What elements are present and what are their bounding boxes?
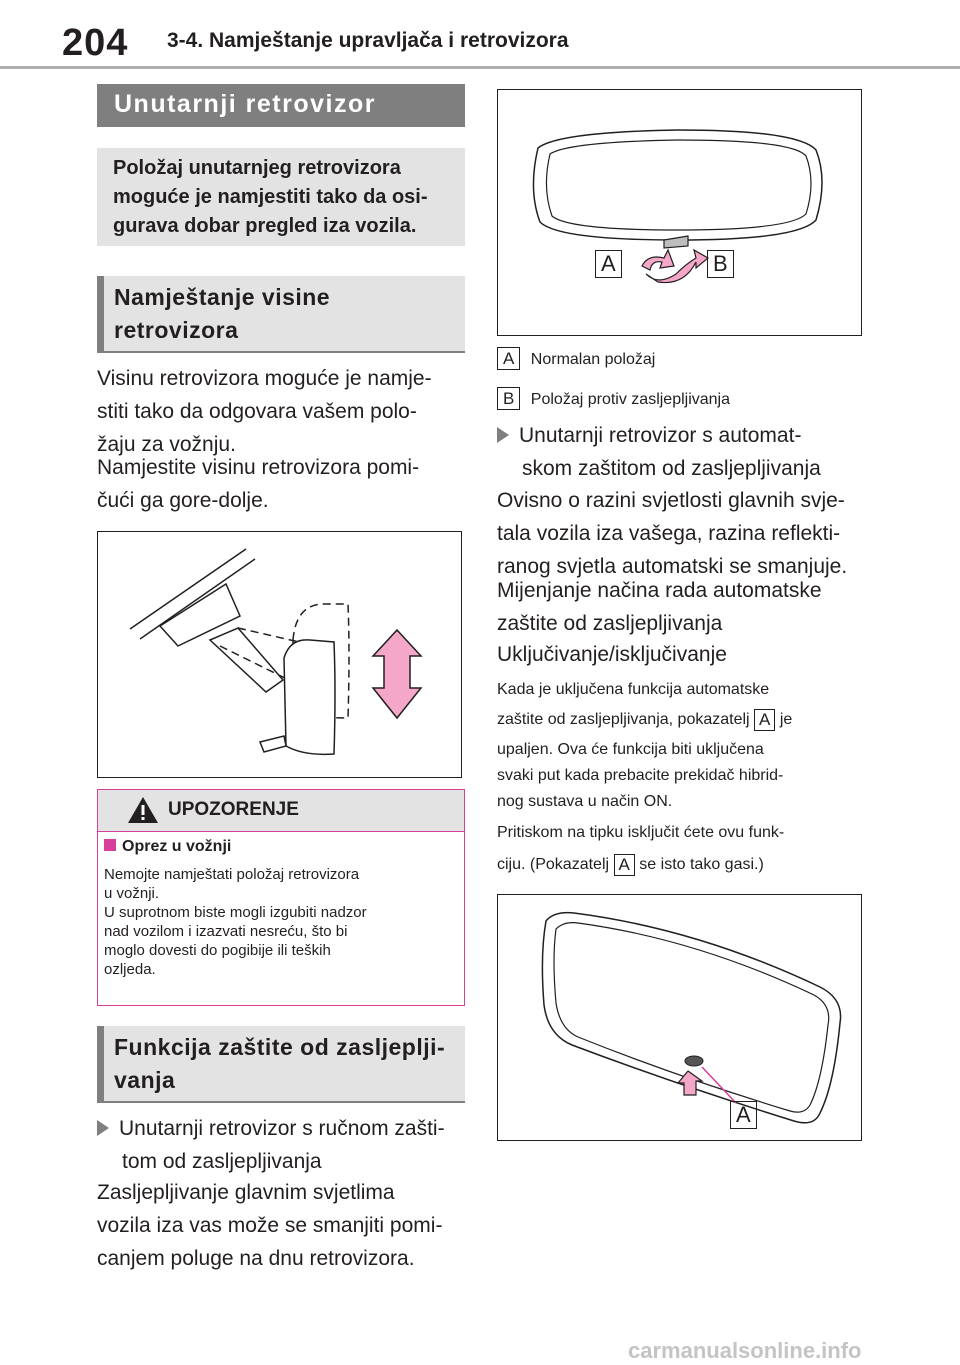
legend-a-label: A [497, 347, 520, 370]
indicator-a-label: A [754, 709, 775, 731]
header-divider [0, 66, 960, 69]
warning-box [97, 789, 465, 1006]
warning-title: UPOZORENJE [168, 799, 299, 820]
mode-text: Mijenjanje načina rada automatske zaštite od zasljepljivanja [497, 579, 822, 635]
onoff-heading: Uključivanje/isključivanje [497, 643, 727, 666]
legend-b-text: Položaj protiv zasljepljivanja [530, 391, 731, 408]
warning-header [98, 790, 464, 832]
auto-mirror-illustration [498, 895, 860, 1139]
button-text: Pritiskom na tipku isključit ćete ovu funk- ciju. (Pokazatelj A se isto tako gasi.) [497, 824, 785, 874]
intro-box [97, 148, 465, 246]
watermark: carmanualsonline.info [628, 1338, 862, 1363]
auto-text: Ovisno o razini svjetlosti glavnih svje- tala vozila iza vašega, razina reflekti- ranog svjetla automatski se smanjuje. [497, 489, 848, 578]
indicator-a-label-2: A [614, 854, 635, 876]
height-text: Visinu retrovizora moguće je namje- stiti tako da odgovara vašem polo- žaju za vožnju. [97, 367, 432, 456]
height-adjust-figure [97, 531, 462, 778]
page-number: 204 [62, 22, 129, 64]
fig1-label-a: A [595, 250, 622, 278]
intro-text: Položaj unutarnjeg retrovizora moguće je namjestiti tako da osi- gurava dobar pregled iza vozila. [113, 157, 428, 237]
legend-b-label: B [497, 387, 520, 410]
indicator-text: Kada je uključena funkcija automatske zaštite od zasljepljivanja, pokazatelj A je upaljen. Ova će funkcija biti uključena svaki put kada prebacite prekidač hibrid- nog sustava u način ON. [497, 681, 793, 810]
height-heading-box [97, 276, 465, 353]
bullet-arrow-icon [497, 427, 509, 443]
height-text-2: Namjestite visinu retrovizora pomi- čući ga gore-dolje. [97, 456, 420, 512]
warning-triangle-icon [126, 795, 160, 825]
legend-a-text: Normalan položaj [530, 351, 656, 368]
height-heading: Namještanje visine retrovizora [114, 284, 331, 343]
bullet-arrow-icon [97, 1120, 109, 1136]
anti-glare-heading: Funkcija zaštite od zasljeplji- vanja [114, 1034, 446, 1093]
bullet-square-icon [104, 839, 116, 851]
anti-glare-heading-box [97, 1026, 465, 1103]
legend-b [497, 387, 730, 410]
auto-bullet: Unutarnji retrovizor s automat- skom zaštitom od zasljepljivanja [497, 419, 869, 485]
mirror-lever-illustration [498, 90, 860, 334]
manual-bullet: Unutarnji retrovizor s ručnom zašti- tom od zasljepljivanja [97, 1112, 469, 1178]
section-title: 3-4. Namještanje upravljača i retrovizora [167, 29, 569, 52]
warning-subtitle: Oprez u vožnji [104, 838, 231, 856]
anti-glare-lever-figure [497, 89, 862, 336]
mirror-height-illustration [98, 532, 460, 776]
warning-body: Nemojte namještati položaj retrovizora u vožnji. U suprotnom biste mogli izgubiti nadzor nad vozilom i izazvati nesreću, što bi moglo dovesti do pogibije ili teških ozljeda. [104, 866, 367, 978]
topic-title-bar [97, 84, 465, 127]
auto-mirror-figure [497, 894, 862, 1141]
manual-text: Zasljepljivanje glavnim svjetlima vozila iza vas može se smanjiti pomi- canjem poluge na dnu retrovizora. [97, 1181, 443, 1270]
legend-a [497, 347, 655, 370]
fig3-label-a: A [730, 1101, 757, 1129]
topic-title: Unutarnji retrovizor [114, 90, 376, 118]
fig1-label-b: B [707, 250, 734, 278]
